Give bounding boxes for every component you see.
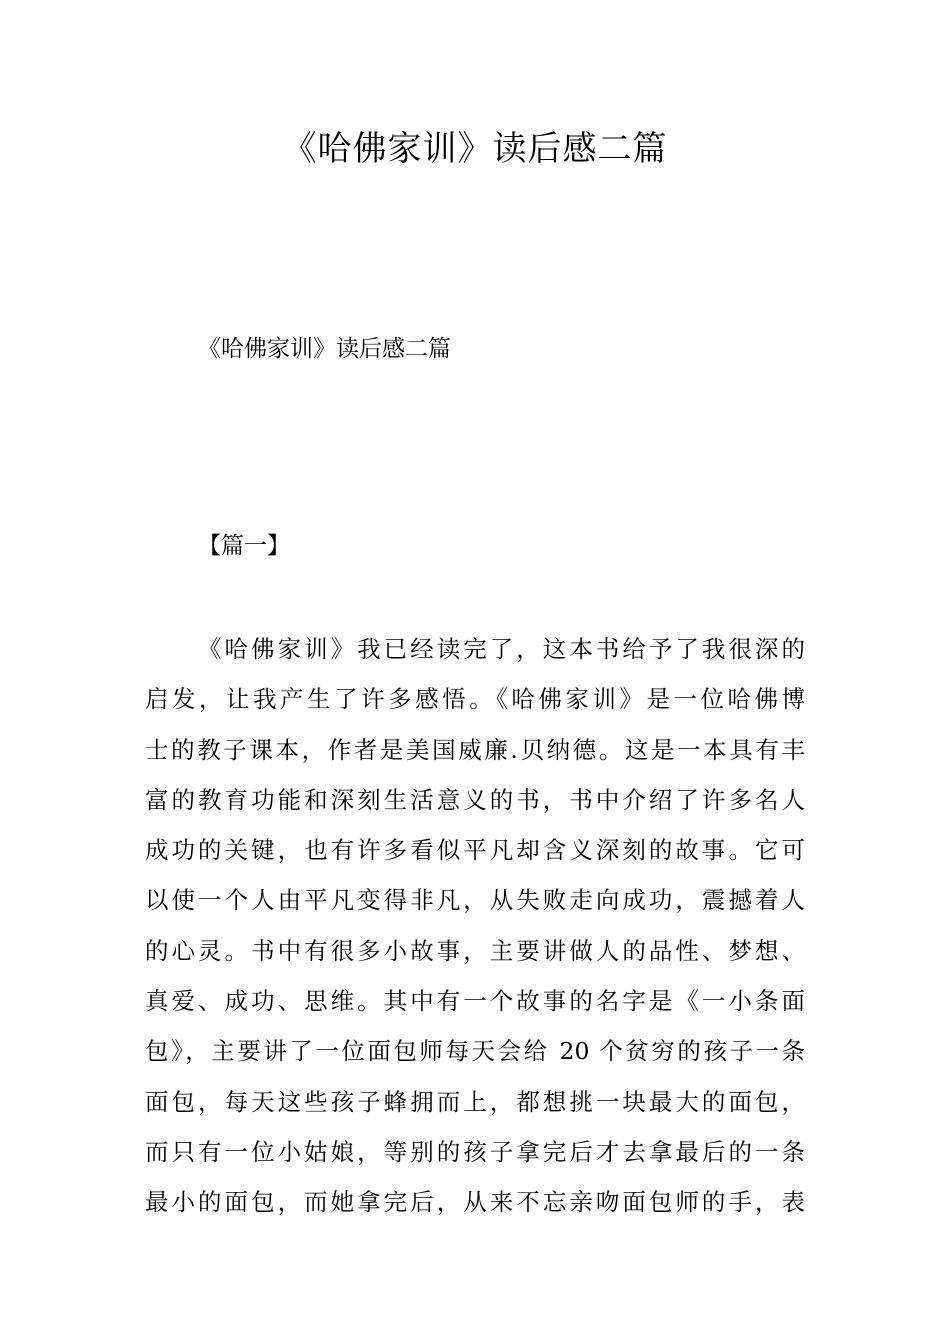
paragraph-line: 《哈佛家训》我已经读完了，这本书给予了我很深的: [198, 635, 805, 663]
body-paragraph: [145, 624, 805, 1228]
paragraph-line: 成功的关键，也有许多看似平凡却含义深刻的故事。它可: [145, 836, 805, 865]
paragraph-line: 最小的面包，而她拿完后，从来不忘亲吻面包师的手，表: [145, 1188, 805, 1217]
paragraph-line: 以使一个人由平凡变得非凡，从失败走向成功，震撼着人: [145, 886, 805, 915]
paragraph-line: 而只有一位小姑娘，等别的孩子拿完后才去拿最后的一条: [145, 1137, 805, 1166]
paragraph-line: 富的教育功能和深刻生活意义的书，书中介绍了许多名人: [145, 785, 805, 814]
paragraph-line: 士的教子课本，作者是美国威廉.贝纳德。这是一本具有丰: [145, 735, 805, 764]
section-heading: 【篇一】: [198, 533, 290, 559]
paragraph-line: 启发，让我产生了许多感悟。《哈佛家训》是一位哈佛博: [145, 685, 805, 714]
paragraph-line: 真爱、成功、思维。其中有一个故事的名字是《一小条面: [145, 987, 805, 1016]
paragraph-line: 面包，每天这些孩子蜂拥而上，都想挑一块最大的面包，: [145, 1087, 805, 1116]
paragraph-line: 包》，主要讲了一位面包师每天会给 20 个贫穷的孩子一条: [145, 1037, 805, 1066]
page-title: 《哈佛家训》读后感二篇: [282, 129, 668, 169]
subtitle: 《哈佛家训》读后感二篇: [198, 336, 451, 362]
paragraph-line: 的心灵。书中有很多小故事，主要讲做人的品性、梦想、: [145, 936, 805, 965]
